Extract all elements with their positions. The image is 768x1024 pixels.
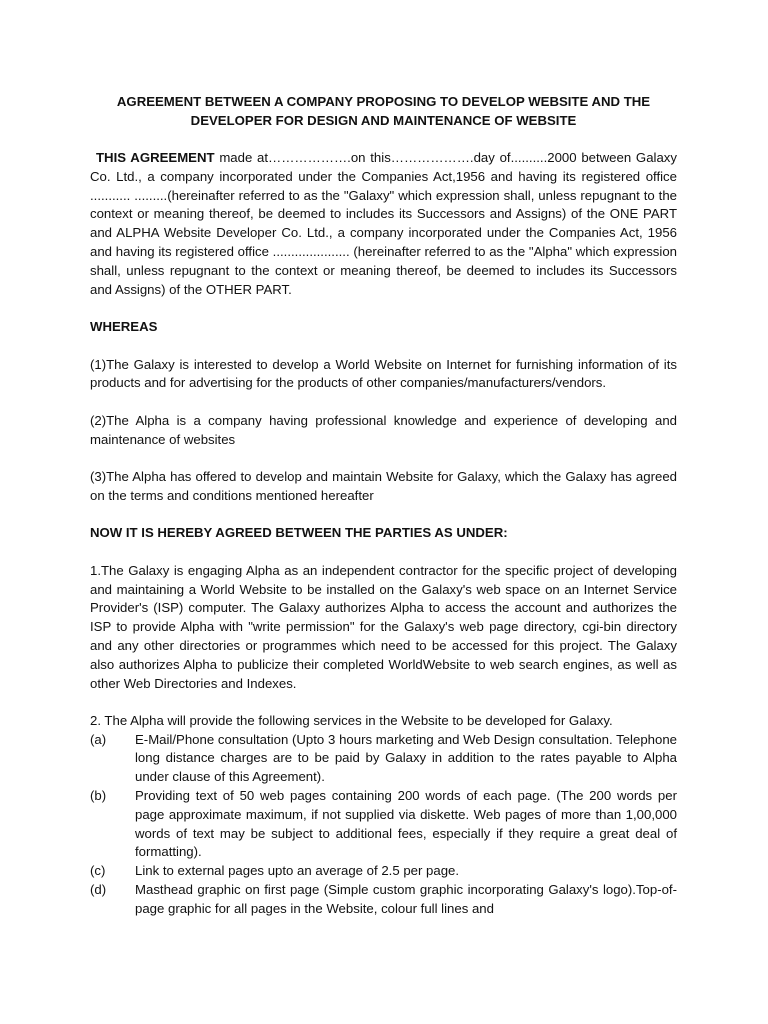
service-text: Providing text of 50 web pages containing 200 words of each page. (The 200 words per page approximate maximum, if not supplied via diskette. Web pages of more than 1,00,000 words of text may be subject to additional fees, especially if they require a great deal of formatting). bbox=[135, 788, 677, 860]
service-letter: (a) bbox=[90, 731, 107, 747]
service-letter: (b) bbox=[90, 788, 107, 804]
clause-1: 1.The Galaxy is engaging Alpha as an independent contractor for the specific project of developing and maintaining a World Website to be installed on the Galaxy's web space on an Internet Service Provider's (ISP) computer. The Galaxy authorizes Alpha to access the account and authorizes the ISP to provide Alpha with "write permission" for the Galaxy's web page directory, cgi-bin directory and any other directories or programmes which need to be accessed for this project. The Galaxy also authorizes Alpha to publicize their completed WorldWebsite to web search engines, as well as other Web Directories and Indexes. bbox=[90, 562, 677, 691]
whereas-item-1: (1)The Galaxy is interested to develop a World Website on Internet for furnishing information of its products and for advertising for the products of other companies/manufacturers/vendors. bbox=[90, 356, 677, 391]
intro-bold-label: THIS AGREEMENT bbox=[96, 150, 215, 165]
whereas-item-2: (2)The Alpha is a company having professional knowledge and experience of developing and maintenance of websites bbox=[90, 412, 677, 447]
service-item-d bbox=[90, 881, 677, 919]
title-line-2: DEVELOPER FOR DESIGN AND MAINTENANCE OF WEBSITE bbox=[190, 113, 577, 128]
intro-text: made at……………….on this……………….day of..........2000 between Galaxy Co. Ltd., a company incorporated under the Companies Act,1956 and having its registered office ........... .........(hereinafter referred to as the "Galaxy" which expression shall, unless repugnant to the context or meaning thereof, be deemed to includes its Successors and Assigns) of the ONE PART and ALPHA Website Developer Co. Ltd., a company incorporated under the Companies Act, 1956 and having its registered office ..................... (hereinafter referred to as the "Alpha" which expression shall, unless repugnant to the context or meaning thereof, be deemed to includes its Successors and Assigns) of the OTHER PART. bbox=[90, 150, 677, 297]
whereas-item-3: (3)The Alpha has offered to develop and maintain Website for Galaxy, which the Galaxy has agreed on the terms and conditions mentioned hereafter bbox=[90, 468, 677, 503]
agreed-heading: NOW IT IS HEREBY AGREED BETWEEN THE PARTIES AS UNDER: bbox=[90, 524, 508, 540]
service-text: Link to external pages upto an average of 2.5 per page. bbox=[135, 863, 460, 879]
document-page bbox=[90, 92, 677, 919]
service-letter: (c) bbox=[90, 863, 106, 879]
service-item-b bbox=[90, 787, 677, 862]
clause-2-intro: 2. The Alpha will provide the following services in the Website to be developed for Galaxy. bbox=[90, 712, 613, 728]
service-item-c bbox=[90, 862, 677, 881]
service-item-a bbox=[90, 731, 677, 787]
whereas-heading: WHEREAS bbox=[90, 318, 158, 334]
service-text: E-Mail/Phone consultation (Upto 3 hours marketing and Web Design consultation. Telephone long distance charges are to be paid by Galaxy in addition to the rates payable to Alpha under clause of this Agreement). bbox=[135, 731, 677, 785]
intro-paragraph bbox=[90, 149, 677, 299]
service-text: Masthead graphic on first page (Simple custom graphic incorporating Galaxy's logo).Top-of-page graphic for all pages in the Website, colour full lines and bbox=[135, 882, 677, 916]
document-title bbox=[90, 92, 677, 130]
service-letter: (d) bbox=[90, 882, 107, 897]
title-line-1: AGREEMENT BETWEEN A COMPANY PROPOSING TO DEVELOP WEBSITE AND THE bbox=[116, 94, 651, 109]
